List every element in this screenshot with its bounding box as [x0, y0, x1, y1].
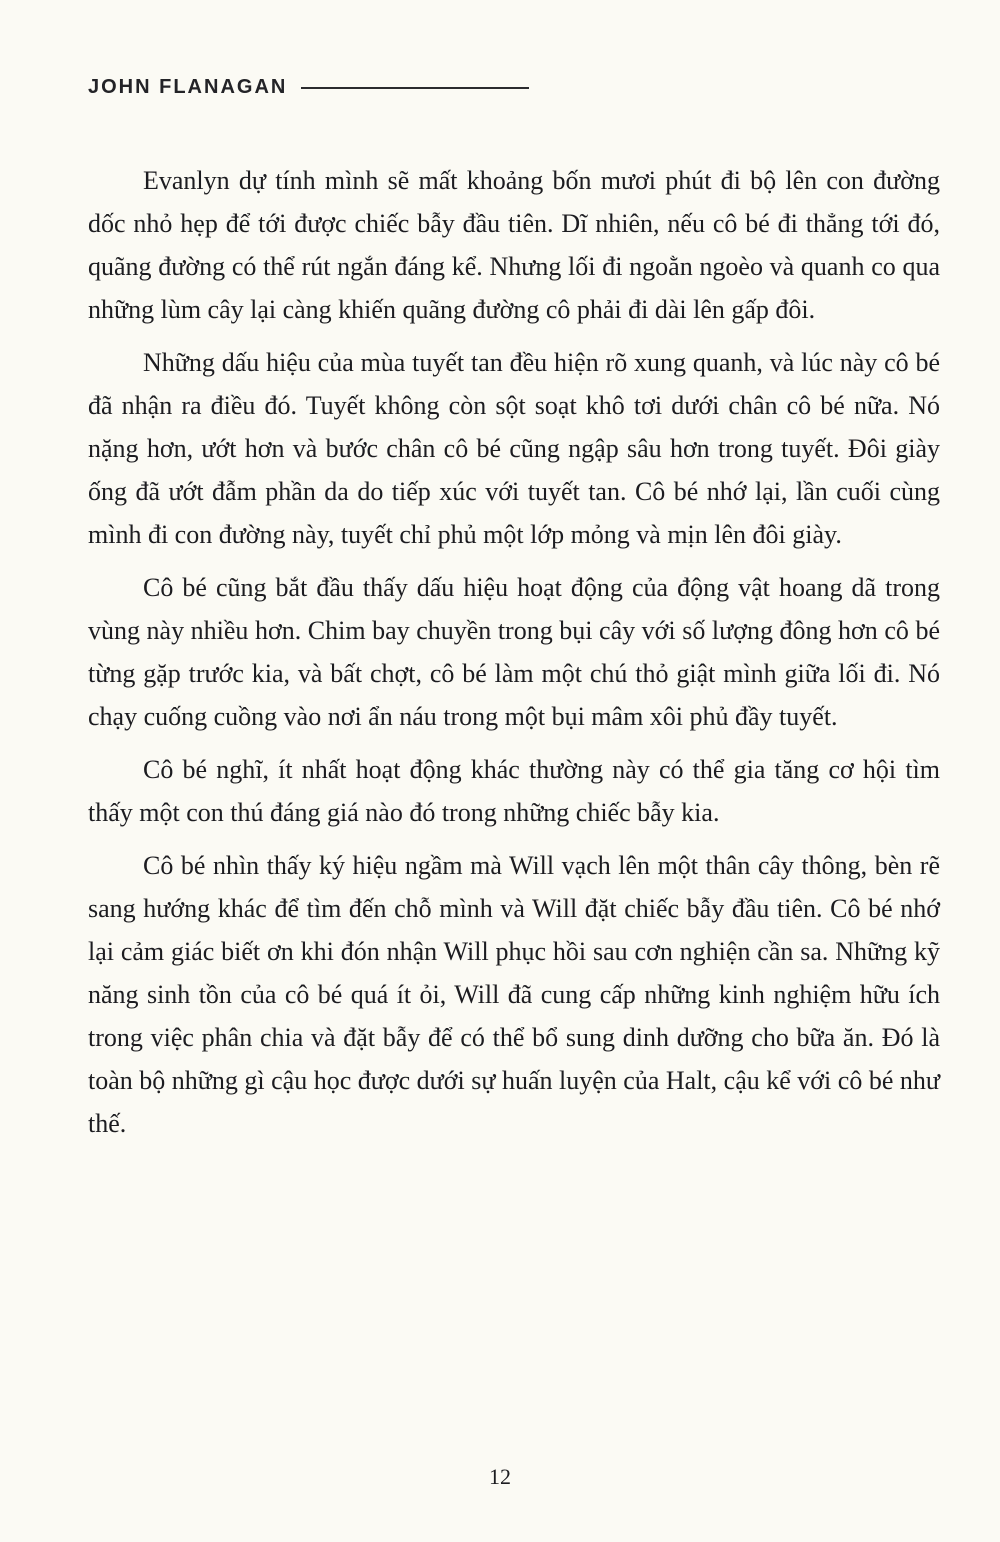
header-rule [301, 87, 529, 89]
paragraph-4: Cô bé nghĩ, ít nhất hoạt động khác thường này có thể gia tăng cơ hội tìm thấy một con thú đáng giá nào đó trong những chiếc bẫy kia. [88, 755, 940, 827]
page-header [88, 76, 940, 99]
author-name: JOHN FLANAGAN [88, 76, 288, 98]
paragraph-2: Những dấu hiệu của mùa tuyết tan đều hiện rõ xung quanh, và lúc này cô bé đã nhận ra điều đó. Tuyết không còn sột soạt khô tơi dưới chân cô bé nữa. Nó nặng hơn, ướt hơn và bước chân cô bé cũng ngập sâu hơn trong tuyết. Đôi giày ống đã ướt đẫm phần da do tiếp xúc với tuyết tan. Cô bé nhớ lại, lần cuối cùng mình đi con đường này, tuyết chỉ phủ một lớp mỏng và mịn lên đôi giày. [88, 348, 940, 549]
paragraph-3: Cô bé cũng bắt đầu thấy dấu hiệu hoạt động của động vật hoang dã trong vùng này nhiều hơn. Chim bay chuyền trong bụi cây với số lượng đông hơn cô bé từng gặp trước kia, và bất chợt, cô bé làm một chú thỏ giật mình giữa lối đi. Nó chạy cuống cuồng vào nơi ẩn náu trong một bụi mâm xôi phủ đầy tuyết. [88, 573, 940, 731]
paragraph-1: Evanlyn dự tính mình sẽ mất khoảng bốn mươi phút đi bộ lên con đường dốc nhỏ hẹp để tới được chiếc bẫy đầu tiên. Dĩ nhiên, nếu cô bé đi thẳng tới đó, quãng đường có thể rút ngắn đáng kể. Nhưng lối đi ngoằn ngoèo và quanh co qua những lùm cây lại càng khiến quãng đường cô phải đi dài lên gấp đôi. [88, 166, 940, 324]
paragraph-5: Cô bé nhìn thấy ký hiệu ngầm mà Will vạch lên một thân cây thông, bèn rẽ sang hướng khác để tìm đến chỗ mình và Will đặt chiếc bẫy đầu tiên. Cô bé nhớ lại cảm giác biết ơn khi đón nhận Will phục hồi sau cơn nghiện cần sa. Những kỹ năng sinh tồn của cô bé quá ít ỏi, Will đã cung cấp những kinh nghiệm hữu ích trong việc phân chia và đặt bẫy để có thể bổ sung dinh dưỡng cho bữa ăn. Đó là toàn bộ những gì cậu học được dưới sự huấn luyện của Halt, cậu kể với cô bé như thế. [88, 851, 940, 1138]
page-number: 12 [489, 1464, 511, 1489]
body-text [88, 159, 940, 1145]
